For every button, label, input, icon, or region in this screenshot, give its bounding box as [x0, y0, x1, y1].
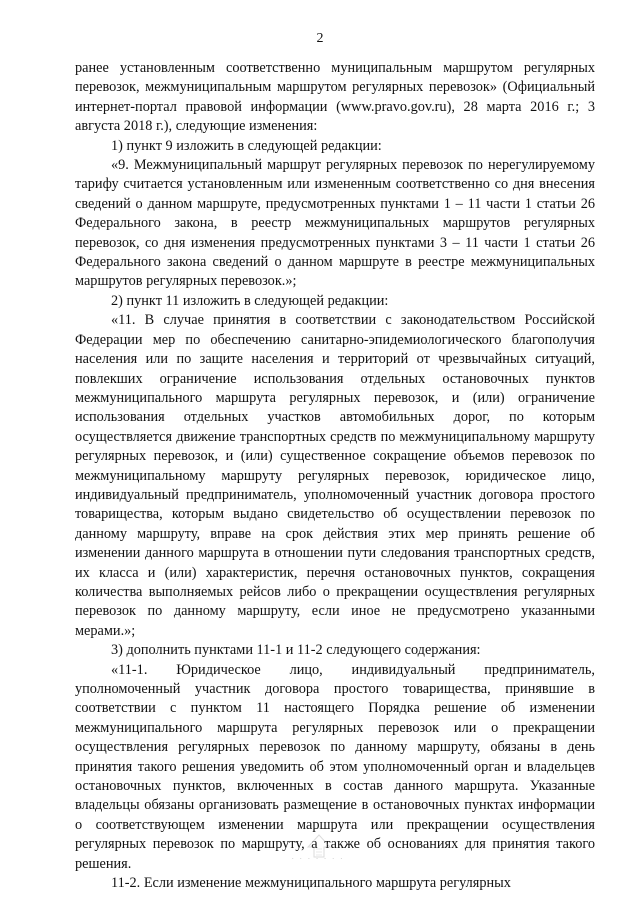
faint-stamp-text: · · · · · · ·	[291, 855, 345, 863]
document-body	[75, 59, 595, 893]
paragraph-point-9: «9. Межмуниципальный маршрут регулярных перевозок по нерегулируемому тарифу считается установленным или измененным соответственно со дня внесения сведений о данном маршруте, предусмотренных пунктами 1 – 11 части 1 статьи 26 Федерального закона, в реестр межмуниципальных маршрутов регулярных перевозок, со дня изменения предусмотренных пунктами 3 – 11 части 1 статьи 26 Федерального закона сведений о данном маршруте в реестре межмуниципальных маршрутов регулярных перевозок.»;	[75, 157, 595, 290]
paragraph-item-3-heading: 3) дополнить пунктами 11-1 и 11-2 следующего содержания:	[111, 642, 481, 659]
paragraph-point-11-2: 11-2. Если изменение межмуниципального маршрута регулярных	[111, 875, 511, 892]
page-number: 2	[316, 31, 324, 46]
paragraph-point-11-1: «11-1. Юридическое лицо, индивидуальный предприниматель, уполномоченный участник договора простого товарищества, принявшие в соответствии с пунктом 11 настоящего Порядка решение об изменении межмуниципального маршрута регулярных перевозок или о прекращении осуществления регулярных перевозок по данному маршруту, обязаны в день принятия такого решения уведомить об этом уполномоченный орган и владельцев остановочных пунктов, включенных в состав данного маршрута. Указанные владельцы обязаны организовать размещение в остановочных пунктах информации о соответствующем изменении маршрута или прекращении осуществления регулярных перевозок по маршруту, а также об основаниях для принятия такого решения.	[75, 661, 595, 872]
paragraph-intro: ранее установленным соответственно муниципальным маршрутом регулярных перевозок, межмуниципальным маршрутом регулярных перевозок» (Официальный интернет-портал правовой информации (www.pravo.gov.ru), 28 марта 2016 г.; 3 августа 2018 г.), следующие изменения:	[75, 60, 595, 135]
paragraph-item-2-heading: 2) пункт 11 изложить в следующей редакции:	[111, 292, 389, 309]
paragraph-point-11: «11. В случае принятия в соответствии с законодательством Российской Федерации мер по обеспечению санитарно-эпидемиологического благополучия населения или по защите населения и территорий от чрезвычайных ситуаций, повлекших ограничение использования отдельных остановочных пунктов межмуниципального маршрута регулярных перевозок, и (или) ограничение использования отдельных участков автомобильных дорог, по которым осуществляется движение транспортных средств по межмуниципальному маршруту регулярных перевозок, и (или) существенное сокращение объемов перевозок по межмуниципальному маршруту регулярных перевозок, юридическое лицо, индивидуальный предприниматель, уполномоченный участник договора простого товарищества, которым выдано свидетельство об осуществлении перевозок по данному маршруту, вправе на срок действия этих мер принять решение об изменении данного маршрута в отношении пути следования транспортных средств, их класса и (или) характеристик, перечня остановочных пунктов, сокращения количества выполняемых рейсов либо о прекращении осуществления регулярных перевозок по данному маршруту, если иное не предусмотрено указанными мерами.»;	[75, 312, 595, 639]
paragraph-item-1-heading: 1) пункт 9 изложить в следующей редакции:	[111, 137, 382, 154]
